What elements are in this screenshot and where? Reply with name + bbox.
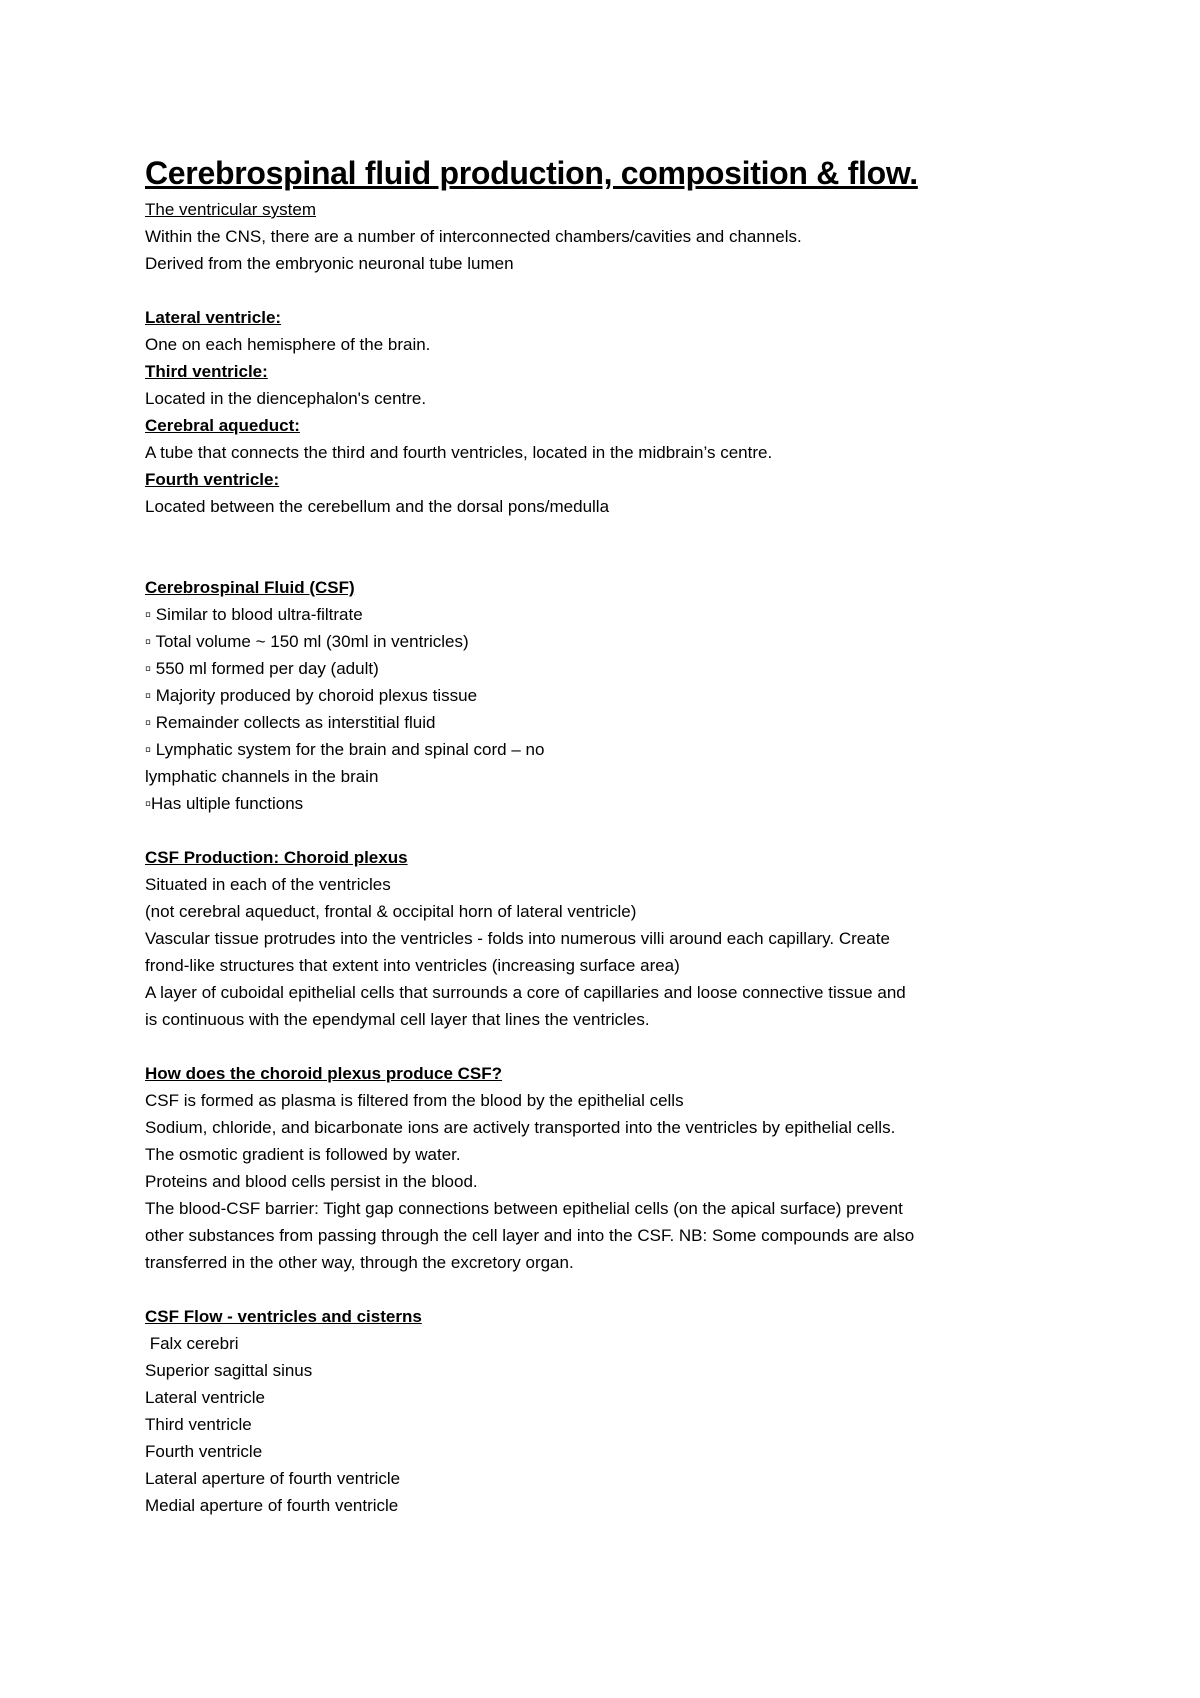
spacer <box>145 1033 1075 1060</box>
section-heading: How does the choroid plexus produce CSF? <box>145 1064 503 1083</box>
text-line: A tube that connects the third and fourth ventricles, located in the midbrain’s centre. <box>145 443 773 462</box>
text-line: other substances from passing through the cell layer and into the CSF. NB: Some compounds are also <box>145 1226 915 1245</box>
list-item: Fourth ventricle <box>145 1442 263 1461</box>
text-line: frond-like structures that extent into ventricles (increasing surface area) <box>145 956 680 975</box>
section-heading: CSF Flow - ventricles and cisterns <box>145 1307 422 1326</box>
text-line: Situated in each of the ventricles <box>145 875 391 894</box>
list-item: Falx cerebri <box>145 1334 239 1353</box>
text-line: One on each hemisphere of the brain. <box>145 335 431 354</box>
bullet-item: ▫ Majority produced by choroid plexus tissue <box>145 686 478 705</box>
document-title: Cerebrospinal fluid production, composition & flow. <box>145 155 918 191</box>
section-heading: Cerebrospinal Fluid (CSF) <box>145 578 355 597</box>
list-item: Medial aperture of fourth ventricle <box>145 1496 399 1515</box>
spacer <box>145 520 1075 547</box>
text-line: The osmotic gradient is followed by water. <box>145 1145 461 1164</box>
text-line: transferred in the other way, through the excretory organ. <box>145 1253 574 1272</box>
text-line: Sodium, chloride, and bicarbonate ions are actively transported into the ventricles by epithelial cells. <box>145 1118 896 1137</box>
bullet-item: ▫ Remainder collects as interstitial fluid <box>145 713 436 732</box>
text-line: CSF is formed as plasma is filtered from the blood by the epithelial cells <box>145 1091 684 1110</box>
text-line: The blood-CSF barrier: Tight gap connections between epithelial cells (on the apical surface) prevent <box>145 1199 903 1218</box>
bullet-item: ▫ 550 ml formed per day (adult) <box>145 659 379 678</box>
text-line: (not cerebral aqueduct, frontal & occipital horn of lateral ventricle) <box>145 902 637 921</box>
list-item: Third ventricle <box>145 1415 252 1434</box>
list-item: Lateral ventricle <box>145 1388 266 1407</box>
bullet-item: ▫ Total volume ~ 150 ml (30ml in ventricles) <box>145 632 469 651</box>
bullet-item: ▫ Similar to blood ultra-filtrate <box>145 605 363 624</box>
bullet-item: ▫ Lymphatic system for the brain and spinal cord – no <box>145 740 545 759</box>
spacer <box>145 277 1075 304</box>
text-line: is continuous with the ependymal cell layer that lines the ventricles. <box>145 1010 650 1029</box>
section-heading: Lateral ventricle: <box>145 308 282 327</box>
text-line: A layer of cuboidal epithelial cells that surrounds a core of capillaries and loose connective tissue and <box>145 983 906 1002</box>
text-line: Located in the diencephalon's centre. <box>145 389 427 408</box>
text-line: Located between the cerebellum and the dorsal pons/medulla <box>145 497 610 516</box>
text-line: lymphatic channels in the brain <box>145 767 379 786</box>
section-subtitle: The ventricular system <box>145 200 316 219</box>
text-line: Vascular tissue protrudes into the ventricles - folds into numerous villi around each capillary. Create <box>145 929 890 948</box>
document-page <box>145 150 1075 1519</box>
text-line: Within the CNS, there are a number of interconnected chambers/cavities and channels. <box>145 227 802 246</box>
section-heading: CSF Production: Choroid plexus <box>145 848 408 867</box>
section-heading: Fourth ventricle: <box>145 470 280 489</box>
spacer <box>145 817 1075 844</box>
list-item: Lateral aperture of fourth ventricle <box>145 1469 401 1488</box>
spacer <box>145 1276 1075 1303</box>
list-item: Superior sagittal sinus <box>145 1361 313 1380</box>
bullet-item: ▫Has ultiple functions <box>145 794 304 813</box>
text-line: Derived from the embryonic neuronal tube lumen <box>145 254 514 273</box>
section-heading: Cerebral aqueduct: <box>145 416 300 435</box>
text-line: Proteins and blood cells persist in the blood. <box>145 1172 478 1191</box>
section-heading: Third ventricle: <box>145 362 268 381</box>
spacer <box>145 547 1075 574</box>
